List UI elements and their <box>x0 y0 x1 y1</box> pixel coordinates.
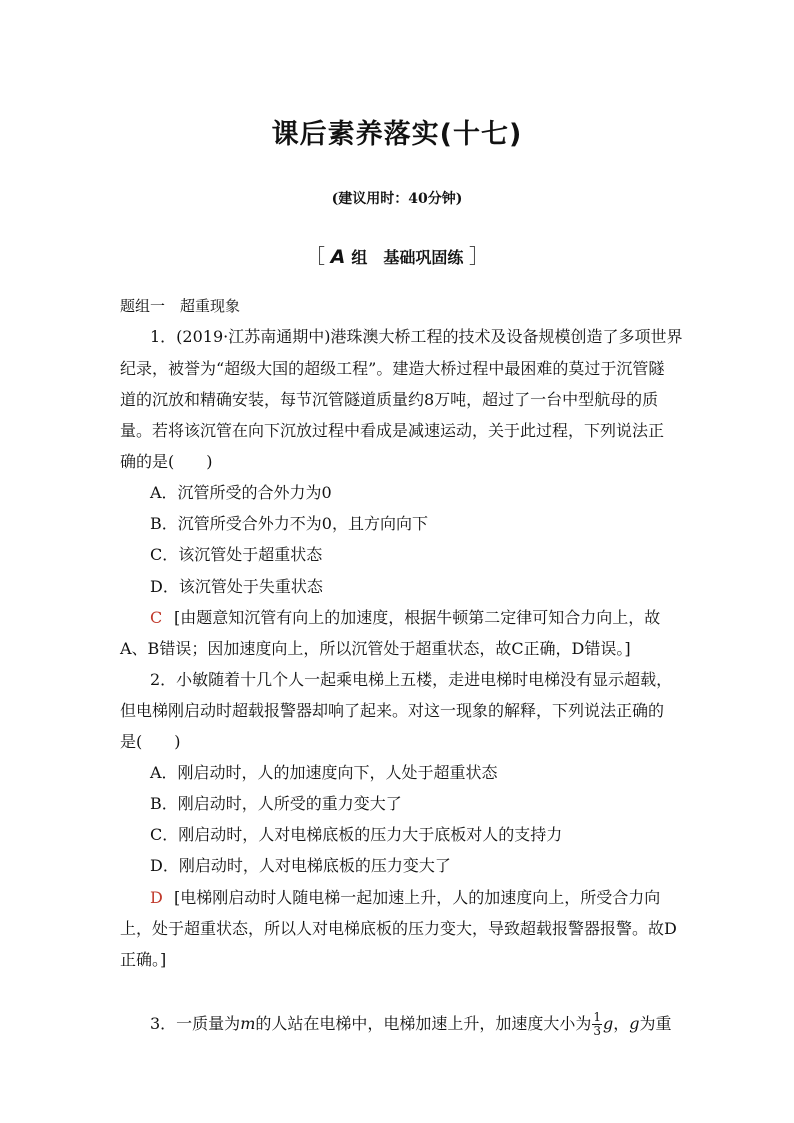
q2-line: 但电梯刚启动时超载报警器却响了起来。对这一现象的解释，下列说法正确的 <box>120 701 665 720</box>
suggested-time: (建议用时：40分钟) <box>331 191 463 207</box>
q1-explanation-text: [由题意知沉管有向上的加速度，根据牛顿第二定律可知合力向上，故 <box>174 608 661 627</box>
left-bracket-icon: ［ <box>305 244 326 268</box>
q2-option-d: D．刚启动时，人对电梯底板的压力变大了 <box>150 856 451 875</box>
right-bracket-icon: ］ <box>468 244 489 268</box>
q1-explanation-line: A、B错误；因加速度向上，所以沉管处于超重状态，故C正确，D错误。] <box>120 639 631 658</box>
q3-text: 为重 <box>639 1014 672 1033</box>
q2-explanation-text: [电梯刚启动时人随电梯一起加速上升，人的加速度向上，所受合力向 <box>174 888 661 907</box>
q3-text: 3．一质量为 <box>150 1014 241 1033</box>
q1-option-a: A．沉管所受的合外力为0 <box>150 483 332 502</box>
q1-line: 确的是( ) <box>120 452 213 471</box>
q1-line: 纪录，被誉为“超级大国的超级工程”。建造大桥过程中最困难的莫过于沉管隧 <box>120 359 665 378</box>
q3-text: 的人站在电梯中，电梯加速上升，加速度大小为 <box>255 1014 592 1033</box>
q2-option-b: B．刚启动时，人所受的重力变大了 <box>150 794 402 813</box>
q1-option-c: C．该沉管处于超重状态 <box>150 545 323 564</box>
var-g: g <box>603 1014 614 1033</box>
var-g: g <box>629 1014 640 1033</box>
q2-line: 是( ) <box>120 732 181 751</box>
q3-line <box>150 1010 710 1038</box>
page-title: 课后素养落实(十七) <box>271 119 523 150</box>
q2-answer: D <box>150 888 163 907</box>
q2-option-a: A．刚启动时，人的加速度向下，人处于超重状态 <box>150 763 498 782</box>
q2-explanation-line <box>150 888 710 908</box>
group-heading <box>0 240 794 269</box>
topic-group-heading: 题组一 超重现象 <box>120 297 241 315</box>
group-letter: A <box>330 246 346 268</box>
group-label: 组 基础巩固练 <box>351 248 464 267</box>
q2-explanation-line: 正确。] <box>120 950 167 969</box>
q2-option-c: C．刚启动时，人对电梯底板的压力大于底板对人的支持力 <box>150 825 563 844</box>
var-m: m <box>240 1014 256 1033</box>
fraction-denominator: 3 <box>593 1024 602 1038</box>
q2-line: 2．小敏随着十几个人一起乘电梯上五楼，走进电梯时电梯没有显示超载， <box>150 670 673 689</box>
q1-line: 1．(2019·江苏南通期中)港珠澳大桥工程的技术及设备规模创造了多项世界 <box>150 327 683 346</box>
q3-text: ， <box>613 1014 630 1033</box>
q1-line: 道的沉放和精确安装，每节沉管隧道质量约8万吨，超过了一台中型航母的质 <box>120 390 659 409</box>
q2-explanation-line: 上，处于超重状态，所以人对电梯底板的压力变大，导致超载报警器报警。故D <box>120 919 677 938</box>
q1-option-d: D．该沉管处于失重状态 <box>150 577 323 596</box>
q1-answer: C <box>150 608 163 627</box>
q1-line: 量。若将该沉管在向下沉放过程中看成是减速运动，关于此过程，下列说法正 <box>120 421 665 440</box>
fraction-one-third <box>592 1011 602 1038</box>
fraction-numerator: 1 <box>593 1010 602 1024</box>
q1-option-b: B．沉管所受合外力不为0，且方向向下 <box>150 514 428 533</box>
q1-explanation-line <box>150 608 710 628</box>
